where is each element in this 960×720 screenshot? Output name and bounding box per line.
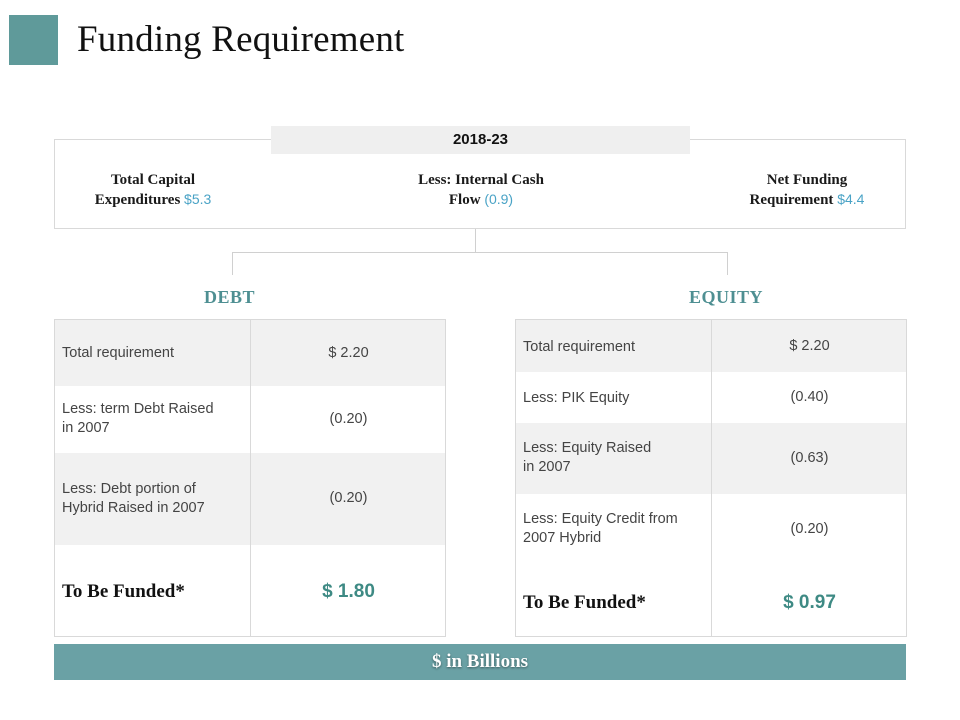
- summary-internal-cash-flow: [386, 171, 576, 210]
- summary-label: Requirement: [749, 192, 834, 208]
- column-divider: [711, 320, 712, 636]
- connector-line: [727, 252, 728, 275]
- row-label-line: in 2007: [62, 420, 110, 436]
- row-label: Total requirement: [62, 345, 175, 361]
- summary-net-funding: [727, 171, 887, 210]
- row-value: $ 2.20: [789, 338, 830, 354]
- row-label-line: Less: Debt portion of: [62, 481, 196, 497]
- row-label-line: Less: Equity Credit from: [523, 511, 678, 527]
- row-value: (0.40): [790, 389, 829, 405]
- funded-label: To Be Funded*: [62, 581, 185, 602]
- row-label: [62, 480, 205, 518]
- row-label: [62, 400, 214, 438]
- row-value: $ 2.20: [328, 345, 369, 361]
- row-value: (0.20): [329, 411, 368, 427]
- equity-table: [515, 319, 907, 637]
- funded-label: To Be Funded*: [523, 592, 646, 613]
- row-value: (0.20): [329, 490, 368, 506]
- equity-heading: EQUITY: [689, 287, 764, 307]
- debt-table: [54, 319, 446, 637]
- summary-value: $5.3: [184, 191, 212, 207]
- connector-line: [232, 252, 233, 275]
- connector-line: [232, 252, 728, 253]
- summary-label: Total Capital: [110, 172, 196, 188]
- row-label-line: in 2007: [523, 459, 571, 475]
- page-title: Funding Requirement: [77, 19, 405, 60]
- summary-label: Flow: [448, 192, 481, 208]
- summary-label: Expenditures: [94, 192, 181, 208]
- summary-capital-expenditures: [73, 171, 233, 210]
- row-label-line: Less: term Debt Raised: [62, 401, 214, 417]
- summary-label: Less: Internal Cash: [418, 172, 544, 188]
- row-label: Less: PIK Equity: [523, 390, 630, 406]
- summary-value: (0.9): [484, 191, 514, 207]
- row-label: [523, 510, 678, 548]
- column-divider: [250, 320, 251, 636]
- row-label-line: 2007 Hybrid: [523, 530, 602, 546]
- row-value: (0.20): [790, 521, 829, 537]
- row-label: [523, 439, 651, 477]
- row-label: Total requirement: [523, 339, 636, 355]
- row-label-line: Hybrid Raised in 2007: [62, 500, 205, 516]
- funded-value: $ 0.97: [783, 592, 836, 613]
- row-value: (0.63): [790, 450, 829, 466]
- summary-value: $4.4: [837, 191, 865, 207]
- row-label-line: Less: Equity Raised: [523, 440, 652, 456]
- summary-label: Net Funding: [766, 172, 848, 188]
- period-label: 2018-23: [271, 126, 690, 154]
- title-accent-square: [9, 15, 58, 65]
- debt-heading: DEBT: [204, 287, 256, 307]
- funded-value: $ 1.80: [322, 581, 375, 602]
- units-footer-bar: $ in Billions: [54, 644, 906, 680]
- connector-line: [475, 229, 476, 252]
